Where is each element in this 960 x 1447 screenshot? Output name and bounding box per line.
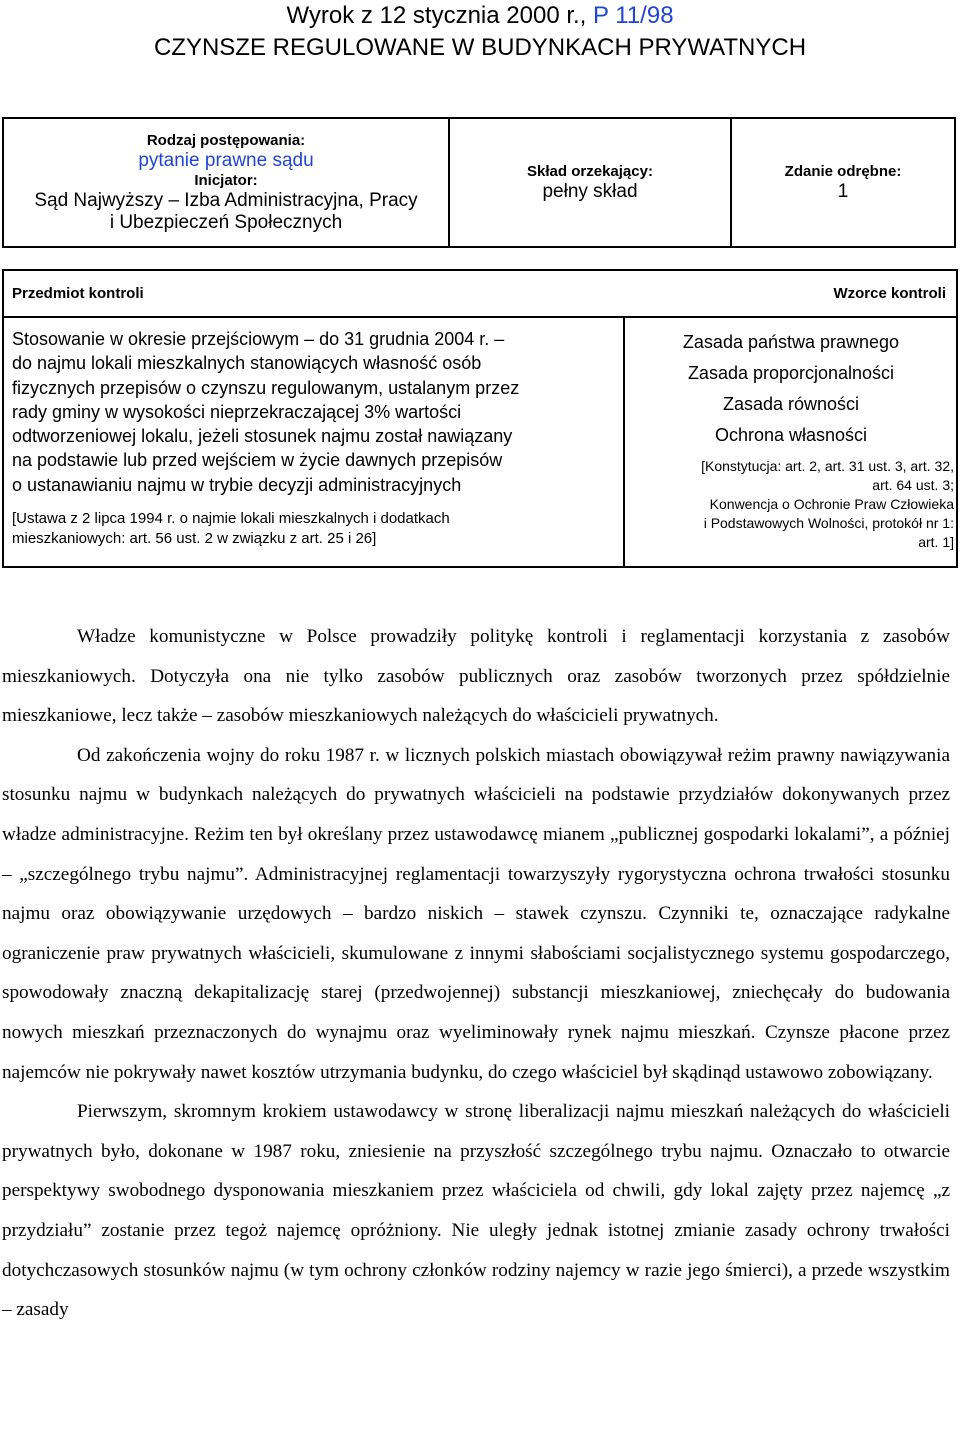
pattern-item: Ochrona własności xyxy=(714,425,868,445)
initiator-line-2: i Ubezpieczeń Społecznych xyxy=(109,211,343,233)
dissent-cell xyxy=(732,119,954,246)
subject-ref-line: [Ustawa z 2 lipca 1994 r. o najmie lokali mieszkalnych i dodatkach xyxy=(12,510,450,528)
document-header xyxy=(0,0,960,64)
subject-line: o ustanawianiu najmu w trybie decyzji administracyjnych xyxy=(12,474,462,495)
subject-ref-line: mieszkaniowych: art. 56 ust. 2 w związku z art. 25 i 26] xyxy=(12,530,377,548)
pattern-ref-line: art. 1] xyxy=(918,534,954,550)
patterns-reference xyxy=(628,457,954,552)
document-title: CZYNSZE REGULOWANE W BUDYNKACH PRYWATNYCH xyxy=(153,34,807,61)
judgment-date-line xyxy=(0,0,960,32)
pattern-ref-line: art. 64 ust. 3; xyxy=(872,477,954,493)
subject-line: do najmu lokali mieszkalnych stanowiących własność osób xyxy=(12,353,482,374)
body-paragraph: Władze komunistyczne w Polsce prowadziły politykę kontroli i reglamentacji korzystania z zasobów mieszkaniowych. Dotyczyła ona nie tylko zasobów publicznych oraz zasobów tworzonych przez spółdzielnie mieszkaniowe, lecz także – zasobów mieszkaniowych należących do właścicieli prywatnych. xyxy=(2,626,950,727)
dissent-value: 1 xyxy=(837,180,849,202)
initiator-line-1: Sąd Najwyższy – Izba Administracyjna, Pracy xyxy=(34,189,418,211)
control-box xyxy=(2,269,958,568)
subject-column xyxy=(12,327,612,549)
subject-header: Przedmiot kontroli xyxy=(12,285,144,302)
column-divider xyxy=(623,316,625,566)
subject-line: Stosowanie w okresie przejściowym – do 31 grudnia 2004 r. – xyxy=(12,329,505,349)
judgment-body xyxy=(2,617,950,1330)
panel-cell xyxy=(450,119,732,246)
subject-line: rady gminy w wysokości nieprzekraczającej 3% wartości xyxy=(12,401,462,422)
panel-label: Skład orzekający: xyxy=(527,162,653,180)
proceeding-label: Rodzaj postępowania: xyxy=(146,131,306,149)
pattern-ref-line: [Konstytucja: art. 2, art. 31 ust. 3, art. 32, xyxy=(701,458,954,474)
initiator-label: Inicjator: xyxy=(194,171,258,189)
subject-reference xyxy=(12,509,612,549)
case-info-box xyxy=(2,117,956,248)
patterns-column xyxy=(628,327,954,552)
pattern-item: Zasada państwa prawnego xyxy=(682,332,900,352)
dissent-label: Zdanie odrębne: xyxy=(784,162,902,180)
case-number-link[interactable]: P 11/98 xyxy=(593,2,674,29)
judgment-date: Wyrok z 12 stycznia 2000 r., xyxy=(286,2,594,29)
pattern-ref-line: i Podstawowych Wolności, protokół nr 1: xyxy=(703,515,954,531)
subject-line: na podstawie lub przed wejściem w życie dawnych przepisów xyxy=(12,450,503,471)
patterns-header: Wzorce kontroli xyxy=(833,285,946,302)
patterns-list xyxy=(628,327,954,451)
panel-value: pełny skład xyxy=(542,180,638,202)
pattern-item: Zasada proporcjonalności xyxy=(687,363,895,383)
subject-line: fizycznych przepisów o czynszu regulowanym, ustalanym przez xyxy=(12,377,520,398)
proceeding-value-link[interactable]: pytanie prawne sądu xyxy=(138,149,314,171)
header-divider xyxy=(4,316,956,318)
body-paragraph: Od zakończenia wojny do roku 1987 r. w licznych polskich miastach obowiązywał reżim prawny nawiązywania stosunku najmu w budynkach należących do prywatnych właścicieli na podstawie przydziałów dokonywanych przez władze administracyjne. Reżim ten był określany przez ustawodawcę mianem „publicznej gospodarki lokalami”, a później – „szczególnego trybu najmu”. Administracyjnej reglamentacji towarzyszyły rygorystyczna ochrona trwałości stosunku najmu oraz obowiązywanie urzędowych – bardzo niskich – stawek czynszu. Czynniki te, oznaczające radykalne ograniczenie praw prywatnych właścicieli, skumulowane z innymi słabościami socjalistycznego systemu gospodarczego, spowodowały znaczną dekapitalizację starej (przedwojennej) substancji mieszkaniowej, zniechęcały do budowania nowych mieszkań przeznaczonych do wynajmu oraz wyeliminowały rynek najmu mieszkań. Czynsze płacone przez najemców nie pokrywały nawet kosztów utrzymania budynku, do czego właściciel był skądinąd ustawowo zobowiązany. xyxy=(2,744,950,1083)
subject-line: odtworzeniowej lokalu, jeżeli stosunek najmu został nawiązany xyxy=(12,426,513,447)
pattern-item: Zasada równości xyxy=(722,394,860,414)
subject-text xyxy=(12,327,612,497)
body-paragraph: Pierwszym, skromnym krokiem ustawodawcy w stronę liberalizacji najmu mieszkań należących do właścicieli prywatnych było, dokonane w 1987 roku, zniesienie na przyszłość szczególnego trybu najmu. Oznaczało to otwarcie perspektywy swobodnego dysponowania mieszkaniem przez właściciela od chwili, gdy lokal zajęty przez najemcę „z przydziału” zostanie przez tegoż najemcę opróżniony. Nie uległy jednak istotnej zmianie zasady ochrony trwałości dotychczasowych stosunków najmu (w tym ochrony członków rodziny najemcy w razie jego śmierci), a przede wszystkim – zasady xyxy=(2,1101,950,1321)
proceeding-cell xyxy=(4,119,450,246)
pattern-ref-line: Konwencja o Ochronie Praw Człowieka xyxy=(709,496,954,512)
